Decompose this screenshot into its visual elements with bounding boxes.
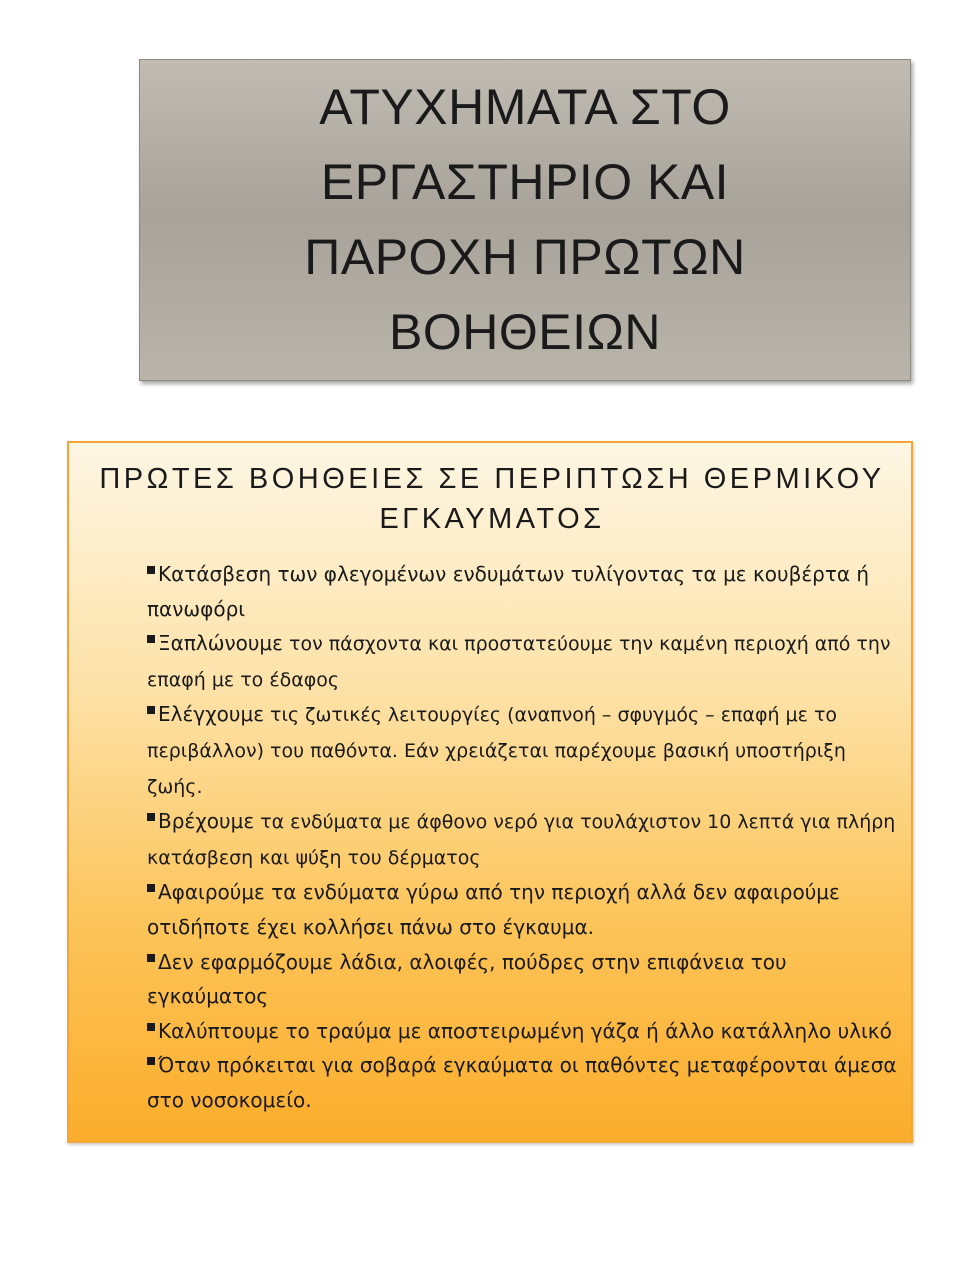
square-bullet-icon <box>147 706 155 714</box>
step-text: τον πάσχοντα και προστατεύουμε την καμένη περιοχή από την επαφή με το έδαφος <box>147 633 891 691</box>
page-title: ΑΤΥΧΗΜΑΤΑ ΣΤΟ ΕΡΓΑΣΤΗΡΙΟ ΚΑΙ ΠΑΡΟΧΗ ΠΡΩΤΩΝ ΒΟΗΘΕΙΩΝ <box>304 79 746 360</box>
step-keyword: Ξαπλώνουμε <box>158 631 283 656</box>
step-text: λάδια, αλοιφές, πούδρες στην επιφάνεια του εγκαύματος <box>147 949 787 1009</box>
step-text: το τραύμα με αποστειρωμένη γάζα ή άλλο κατάλληλο υλικό <box>279 1018 892 1043</box>
list-item <box>147 626 903 697</box>
square-bullet-icon <box>147 1057 155 1065</box>
list-item <box>147 1048 903 1117</box>
list-item <box>147 945 903 1014</box>
list-item <box>147 875 903 944</box>
list-item <box>147 557 903 626</box>
step-keyword: Καλύπτουμε <box>158 1018 280 1043</box>
list-item <box>147 804 903 875</box>
square-bullet-icon <box>147 566 155 574</box>
step-text: τα ενδύματα με άφθονο νερό για τουλάχιστον 10 λεπτά για πλήρη κατάσβεση και ψύξη του δέρματος <box>147 811 896 869</box>
first-aid-steps-list <box>147 557 903 1118</box>
square-bullet-icon <box>147 954 155 962</box>
step-keyword: Όταν πρόκειται <box>158 1053 316 1078</box>
first-aid-panel <box>67 441 913 1143</box>
step-text: για σοβαρά εγκαύματα οι παθόντες μεταφέρονται άμεσα στο νοσοκομείο. <box>147 1053 897 1112</box>
title-panel <box>139 59 911 381</box>
step-keyword: Κατάσβεση <box>158 562 272 586</box>
step-text: τις ζωτικές λειτουργίες (αναπνοή – σφυγμός – επαφή με το περιβάλλον) του παθόντα. Εάν χρειάζεται παρέχουμε βασική υποστήριξη ζωής. <box>147 704 846 798</box>
step-text: των φλεγομένων ενδυμάτων τυλίγοντας τα με κουβέρτα ή πανωφόρι <box>147 562 870 621</box>
list-item <box>147 697 903 804</box>
step-keyword: Αφαιρούμε <box>158 880 265 905</box>
list-item <box>147 1014 903 1049</box>
square-bullet-icon <box>147 635 155 643</box>
square-bullet-icon <box>147 884 155 892</box>
step-keyword: Ελέγχουμε <box>158 702 265 727</box>
square-bullet-icon <box>147 1023 155 1031</box>
section-subtitle: ΠΡΩΤΕΣ ΒΟΗΘΕΙΕΣ ΣΕ ΠΕΡΙΠΤΩΣΗ ΘΕΡΜΙΚΟΥ ΕΓΚΑΥΜΑΤΟΣ <box>99 463 885 535</box>
square-bullet-icon <box>147 813 155 821</box>
step-text: τα ενδύματα γύρω από την περιοχή αλλά δεν αφαιρούμε οτιδήποτε έχει κολλήσει πάνω στο έγκαυμα. <box>147 880 840 939</box>
step-keyword: Βρέχουμε <box>158 809 255 834</box>
step-keyword: Δεν εφαρμόζουμε <box>158 949 334 974</box>
